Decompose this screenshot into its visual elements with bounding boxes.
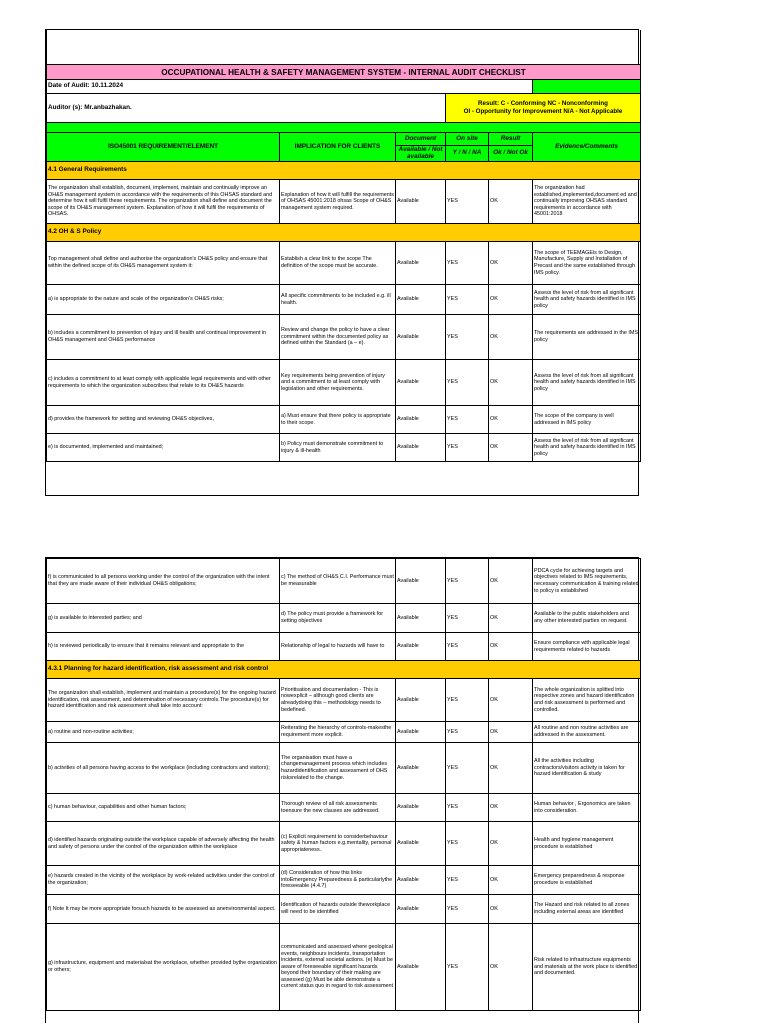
auditor-name: Auditor (s): Mr.anbazhakan.: [47, 94, 446, 123]
header-requirement: ISO45001 REQUIREMENT/ELEMENT: [47, 133, 280, 162]
onsite-cell: YES: [446, 559, 489, 604]
evidence-cell: The whole organization is splitted into respective zones and hazard identification and risk assessment is performed and controlled.: [533, 679, 641, 722]
document-status-cell: Available: [396, 315, 446, 360]
requirement-cell: d) provides the framework for setting and reviewing OH&S objectives,: [47, 406, 280, 434]
requirement-cell: d) identified hazards originating outside the workplace capable of adversely affecting the health and safety of persons under the control of the organization within the workplace: [47, 822, 280, 866]
document-status-cell: Available: [396, 406, 446, 434]
table-row: [47, 285, 641, 315]
evidence-cell: The requirements are addressed in the IMS policy: [533, 315, 641, 360]
audit-table-page-2: [46, 558, 641, 1011]
document-status-cell: Available: [396, 604, 446, 633]
evidence-cell: The scope of the company is well addressed in IMS policy: [533, 406, 641, 434]
header-result: Result: [489, 133, 533, 146]
header-evidence: Evidence/Comments: [533, 133, 641, 162]
table-row: [47, 822, 641, 866]
document-status-cell: Available: [396, 794, 446, 822]
result-cell: OK: [489, 180, 533, 224]
requirement-cell: a) routine and non-routine activities;: [47, 722, 280, 743]
onsite-cell: YES: [446, 794, 489, 822]
implication-cell: Relationship of legal to hazards will have to: [280, 633, 396, 661]
result-cell: OK: [489, 895, 533, 924]
onsite-cell: YES: [446, 180, 489, 224]
result-cell: OK: [489, 604, 533, 633]
table-row: [47, 406, 641, 434]
result-cell: OK: [489, 406, 533, 434]
result-legend-line-2: OI - Opportunity for Improvement N/A - Not Applicable: [463, 108, 623, 115]
section-title: 4.3.1 Planning for hazard identification, risk assessment and risk control: [47, 661, 641, 679]
header-document-sub: Available / Not available: [396, 146, 446, 162]
evidence-cell: Assess the level of risk from all significant health and safety hazards identified in IMS policy: [533, 360, 641, 406]
evidence-cell: Available to the public stakeholders and any other interested parties on request.: [533, 604, 641, 633]
table-row: [47, 559, 641, 604]
onsite-cell: YES: [446, 360, 489, 406]
document-status-cell: Available: [396, 242, 446, 285]
onsite-cell: YES: [446, 434, 489, 462]
implication-cell: communicated and assessed where geological events, neighbours incidents, transportation incidents, external societal actions. (e) Must be aware of foreseeable significant hazards beyond their boundary of their making are assessed (g) Must be able demonstrate a current status quo in regard to risk assessment: [280, 924, 396, 1011]
result-cell: OK: [489, 559, 533, 604]
evidence-cell: PDCA cycle for achieving targets and objectives related to IMS requirements, necessary communication & training related to policy is established: [533, 559, 641, 604]
document-status-cell: Available: [396, 722, 446, 743]
header-onsite: On site: [446, 133, 489, 146]
result-cell: OK: [489, 743, 533, 794]
document-status-cell: Available: [396, 679, 446, 722]
evidence-cell: Assess the level of risk from all significant health and safety hazards identified in IMS policy: [533, 434, 641, 462]
implication-cell: Review and change the policy to have a clear commitment within the documented policy as defined within the Standard (a – e).: [280, 315, 396, 360]
implication-cell: Establish a clear link to the scope The definition of the scope must be accurate.: [280, 242, 396, 285]
onsite-cell: YES: [446, 743, 489, 794]
result-cell: OK: [489, 722, 533, 743]
result-cell: OK: [489, 242, 533, 285]
section-title: 4.1 General Requirements: [47, 162, 641, 180]
result-cell: OK: [489, 285, 533, 315]
implication-cell: c) The method of OH&S C.I. Performance must be measurable: [280, 559, 396, 604]
requirement-cell: c) includes a commitment to at least comply with applicable legal requirements and with other requirements to which the organization subscribes that relate to its OH&S hazards: [47, 360, 280, 406]
result-legend-line-1: Result: C - Conforming NC - Nonconforming: [478, 100, 608, 107]
table-row: [47, 180, 641, 224]
onsite-cell: YES: [446, 242, 489, 285]
result-cell: OK: [489, 315, 533, 360]
requirement-cell: g) infrastructure, equipment and materialsat the workplace, whether provided bythe organization or others;: [47, 924, 280, 1011]
section-title: 4.2 OH & S Policy: [47, 224, 641, 242]
evidence-cell: Emergency preparedness & response procedure is established: [533, 866, 641, 895]
table-row: [47, 722, 641, 743]
table-row: [47, 434, 641, 462]
table-row: [47, 633, 641, 661]
evidence-cell: Risk related to infrastructure equipments and materials at the work place is identified and documented.: [533, 924, 641, 1011]
document-status-cell: Available: [396, 866, 446, 895]
result-cell: OK: [489, 924, 533, 1011]
requirement-cell: a) is appropriate to the nature and scale of the organization's OH&S risks;: [47, 285, 280, 315]
document-title: OCCUPATIONAL HEALTH & SAFETY MANAGEMENT SYSTEM - INTERNAL AUDIT CHECKLIST: [47, 65, 641, 80]
result-cell: OK: [489, 679, 533, 722]
requirement-cell: b) activities of all persons having access to the workplace (including contractors and visitors);: [47, 743, 280, 794]
blank-header-area: [47, 30, 641, 65]
table-row: [47, 895, 641, 924]
result-cell: OK: [489, 434, 533, 462]
document-status-cell: Available: [396, 822, 446, 866]
result-cell: OK: [489, 822, 533, 866]
table-row: [47, 924, 641, 1011]
header-onsite-sub: Y / N / NA: [446, 146, 489, 162]
onsite-cell: YES: [446, 285, 489, 315]
result-cell: OK: [489, 633, 533, 661]
requirement-cell: The organization shall establish, implement and maintain a procedure(s) for the ongoing hazard identification, risk assessment, and determination of necessary controls.The procedure(s) for hazard identification and risk assessment shall take into account:: [47, 679, 280, 722]
header-implication: IMPLICATION FOR CLIENTS: [280, 133, 396, 162]
onsite-cell: YES: [446, 315, 489, 360]
evidence-cell: Ensure compliance with applicable legal requirements related to hazards: [533, 633, 641, 661]
implication-cell: Explanation of how it will fulfill the requirements of OHSAS 45001:2018 ohsas Scope of OH&S management system required.: [280, 180, 396, 224]
audit-table-page-1: [46, 30, 641, 462]
onsite-cell: YES: [446, 406, 489, 434]
implication-cell: The organisation must have a changemanagement process which includes hazardidentification and assessment of OHS risksrelated to the change.: [280, 743, 396, 794]
onsite-cell: YES: [446, 924, 489, 1011]
onsite-cell: YES: [446, 822, 489, 866]
table-row: [47, 866, 641, 895]
green-spacer: [47, 123, 641, 133]
implication-cell: a) Must ensure that there policy is appropriate to their scope.: [280, 406, 396, 434]
header-result-sub: Ok / Not Ok: [489, 146, 533, 162]
document-status-cell: Available: [396, 180, 446, 224]
onsite-cell: YES: [446, 722, 489, 743]
result-cell: OK: [489, 360, 533, 406]
table-row: [47, 315, 641, 360]
header-document: Document: [396, 133, 446, 146]
document-status-cell: Available: [396, 285, 446, 315]
document-status-cell: Available: [396, 559, 446, 604]
onsite-cell: YES: [446, 866, 489, 895]
requirement-cell: g) is available to interested parties; and: [47, 604, 280, 633]
requirement-cell: e) hazards created in the vicinity of the workplace by work-related activities under the control of the organization;: [47, 866, 280, 895]
implication-cell: (c) Explicit requirement to considerbehaviour safety & human factors e.g.mentality, personal appropriateness.: [280, 822, 396, 866]
result-legend: [446, 94, 641, 123]
requirement-cell: h) is reviewed periodically to ensure that it remains relevant and appropriate to the: [47, 633, 280, 661]
result-cell: OK: [489, 794, 533, 822]
implication-cell: d) The policy must provide a framework for setting objectives: [280, 604, 396, 633]
date-of-audit: Date of Audit: 10.11.2024: [47, 80, 533, 94]
table-row: [47, 604, 641, 633]
evidence-cell: Human behavior , Ergonomics are taken into consideration.: [533, 794, 641, 822]
implication-cell: Prioritisation and documentation - This is nowexplicit – although good clients are alreadydoing this – methodology needs to bedefined.: [280, 679, 396, 722]
implication-cell: Reiterating the hierarchy of controls-makesthe requirement more explicit.: [280, 722, 396, 743]
table-row: [47, 794, 641, 822]
implication-cell: Identification of hazards outside theworkplace will need to be identified: [280, 895, 396, 924]
document-status-cell: Available: [396, 360, 446, 406]
document-status-cell: Available: [396, 434, 446, 462]
requirement-cell: c) human behaviour, capabilities and other human factors;: [47, 794, 280, 822]
table-row: [47, 242, 641, 285]
requirement-cell: f) is communicated to all persons working under the control of the organization with the intent that they are made aware of their individual OH&S obligations;: [47, 559, 280, 604]
implication-cell: All specific commitments to be included e.g. ill health.: [280, 285, 396, 315]
onsite-cell: YES: [446, 633, 489, 661]
evidence-cell: Health and hygiene management procedure is established: [533, 822, 641, 866]
section-row: [47, 224, 641, 242]
evidence-cell: The Hazard and risk related to all zones including external areas are identified: [533, 895, 641, 924]
table-row: [47, 360, 641, 406]
result-cell: OK: [489, 866, 533, 895]
implication-cell: Thorough review of all risk assessments toensure the new clauses are addressed.: [280, 794, 396, 822]
evidence-cell: All the activities including contractors/visitors activity is taken for hazard identification & study: [533, 743, 641, 794]
checklist-page-2: [45, 557, 639, 1023]
date-green-cell: [533, 80, 641, 94]
onsite-cell: YES: [446, 679, 489, 722]
implication-cell: Key requirements being prevention of injury and a commitment to at least comply with legislation and other requirements.: [280, 360, 396, 406]
document-status-cell: Available: [396, 924, 446, 1011]
table-row: [47, 679, 641, 722]
evidence-cell: Assess the level of risk from all significant health and safety hazards identified in IMS policy: [533, 285, 641, 315]
onsite-cell: YES: [446, 604, 489, 633]
checklist-page-1: [45, 29, 639, 496]
requirement-cell: Top management shall define and authorise the organization's OH&S policy and ensure that within the defined scope of its OH&S management system it:: [47, 242, 280, 285]
evidence-cell: The scope of TEEMAGEis to Design, Manufacture, Supply and Installation of Precast and the same established through IMS policy.: [533, 242, 641, 285]
requirement-cell: e) is documented, implemented and maintained;: [47, 434, 280, 462]
requirement-cell: f) Note It may be more appropriate forsuch hazards to be assessed as anenvironmental aspect.: [47, 895, 280, 924]
document-status-cell: Available: [396, 633, 446, 661]
document-status-cell: Available: [396, 895, 446, 924]
document-status-cell: Available: [396, 743, 446, 794]
table-row: [47, 743, 641, 794]
requirement-cell: b) includes a commitment to prevention of injury and ill health and continual improvement in OH&S management and OH&S performance: [47, 315, 280, 360]
implication-cell: (d) Consideration of how this links intoEmergency Preparedness & particularlythe foreseeable (4.4.7): [280, 866, 396, 895]
evidence-cell: All routine and non routine activities are addressed in the assessment.: [533, 722, 641, 743]
section-row: [47, 162, 641, 180]
implication-cell: b) Policy must demonstrate commitment to injury & ill-health: [280, 434, 396, 462]
evidence-cell: The organization had established,implemented,document ed and continually improving OHSAS standard requirements in accordance with 45001:2018: [533, 180, 641, 224]
requirement-cell: The organization shall establish, document, implement, maintain and continually improve an OH&S management system in accordance with the requirements of this OHSAS standard and determine how it will fulfil these requirements. The organization shall define and document the scope of its OH&S management system. Explanation of how it will fulfil the requirements of OHSAS.: [47, 180, 280, 224]
onsite-cell: YES: [446, 895, 489, 924]
